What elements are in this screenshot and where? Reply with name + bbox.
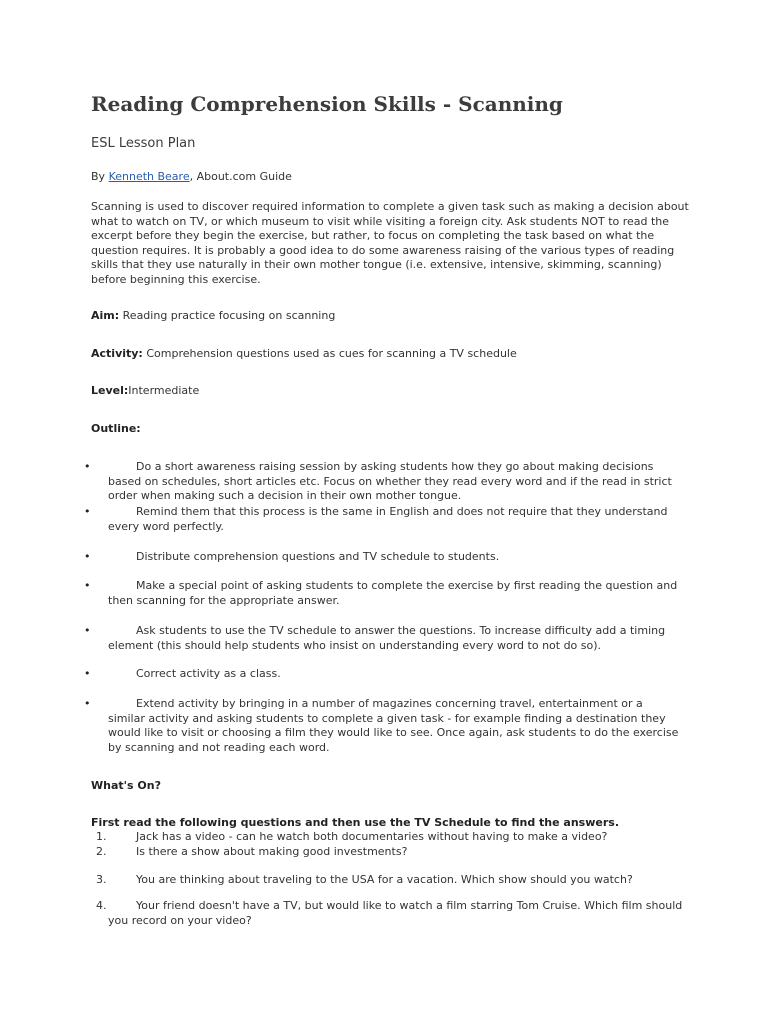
bullet-marker: • — [84, 667, 91, 680]
list-item-text: Remind them that this process is the same in English and does not require that they understand every word perfectly. — [108, 505, 668, 533]
list-item-text: Distribute comprehension questions and TV schedule to students. — [136, 550, 500, 563]
list-item-text: Extend activity by bringing in a number of magazines concerning travel, entertainment or a similar activity and asking students to complete a given task - for example finding a destination they would like to visit or choosing a film they would like to see. Once again, ask students to do the exercise by scanning and not reading each word. — [108, 697, 679, 754]
question-text: Is there a show about making good investments? — [136, 845, 408, 858]
instructions-heading: First read the following questions and then use the TV Schedule to find the answers. — [91, 816, 619, 829]
list-item-text: Make a special point of asking students to complete the exercise by first reading the question and then scanning for the appropriate answer. — [108, 579, 678, 607]
list-item-text: Do a short awareness raising session by asking students how they go about making decisions based on schedules, short articles etc. Focus on whether they read every word and if the read in strict order when making such a decision in their own mother tongue. — [108, 460, 672, 503]
question-number: 1. — [96, 830, 107, 843]
question-number: 3. — [96, 873, 107, 886]
question-text: You are thinking about traveling to the USA for a vacation. Which show should you watch? — [136, 873, 633, 886]
level-label: Level: — [91, 384, 129, 397]
activity-label: Activity: — [91, 347, 143, 360]
byline — [91, 169, 292, 184]
question-text: Jack has a video - can he watch both documentaries without having to make a video? — [136, 830, 608, 843]
list-item-text: Correct activity as a class. — [136, 667, 281, 680]
page-subtitle: ESL Lesson Plan — [91, 136, 196, 151]
bullet-marker: • — [84, 550, 91, 563]
byline-prefix: By — [91, 170, 109, 183]
question-text: Your friend doesn't have a TV, but would like to watch a film starring Tom Cruise. Which film should you record on your video? — [108, 899, 683, 927]
byline-suffix: , About.com Guide — [189, 170, 292, 183]
level-line — [91, 384, 199, 398]
level-text: Intermediate — [128, 384, 200, 397]
aim-label: Aim: — [91, 309, 120, 322]
question-number: 2. — [96, 845, 107, 858]
list-item-text: Ask students to use the TV schedule to answer the questions. To increase difficulty add a timing element (this should help students who insist on understanding every word to not do so). — [108, 624, 666, 652]
activity-line — [91, 347, 517, 361]
bullet-marker: • — [84, 697, 91, 710]
page-title: Reading Comprehension Skills - Scanning — [91, 92, 563, 116]
aim-line — [91, 309, 335, 323]
aim-text: Reading practice focusing on scanning — [119, 309, 336, 322]
bullet-marker: • — [84, 505, 91, 518]
activity-text: Comprehension questions used as cues for scanning a TV schedule — [142, 347, 517, 360]
author-link[interactable]: Kenneth Beare — [108, 170, 190, 183]
whats-on-heading: What's On? — [91, 779, 161, 792]
bullet-marker: • — [84, 624, 91, 637]
outline-heading: Outline: — [91, 422, 141, 435]
question-number: 4. — [96, 899, 107, 912]
bullet-marker: • — [84, 460, 91, 473]
intro-paragraph: Scanning is used to discover required information to complete a given task such as making a decision about what to watch on TV, or which museum to visit while visiting a foreign city. Ask students NOT to read the excerpt before they begin the exercise, but rather, to focus on completing the task based on what the question requires. It is probably a good idea to do some awareness raising of the various types of reading skills that they use naturally in their own mother tongue (i.e. extensive, intensive, skimming, scanning) before beginning this exercise. — [91, 200, 689, 286]
bullet-marker: • — [84, 579, 91, 592]
